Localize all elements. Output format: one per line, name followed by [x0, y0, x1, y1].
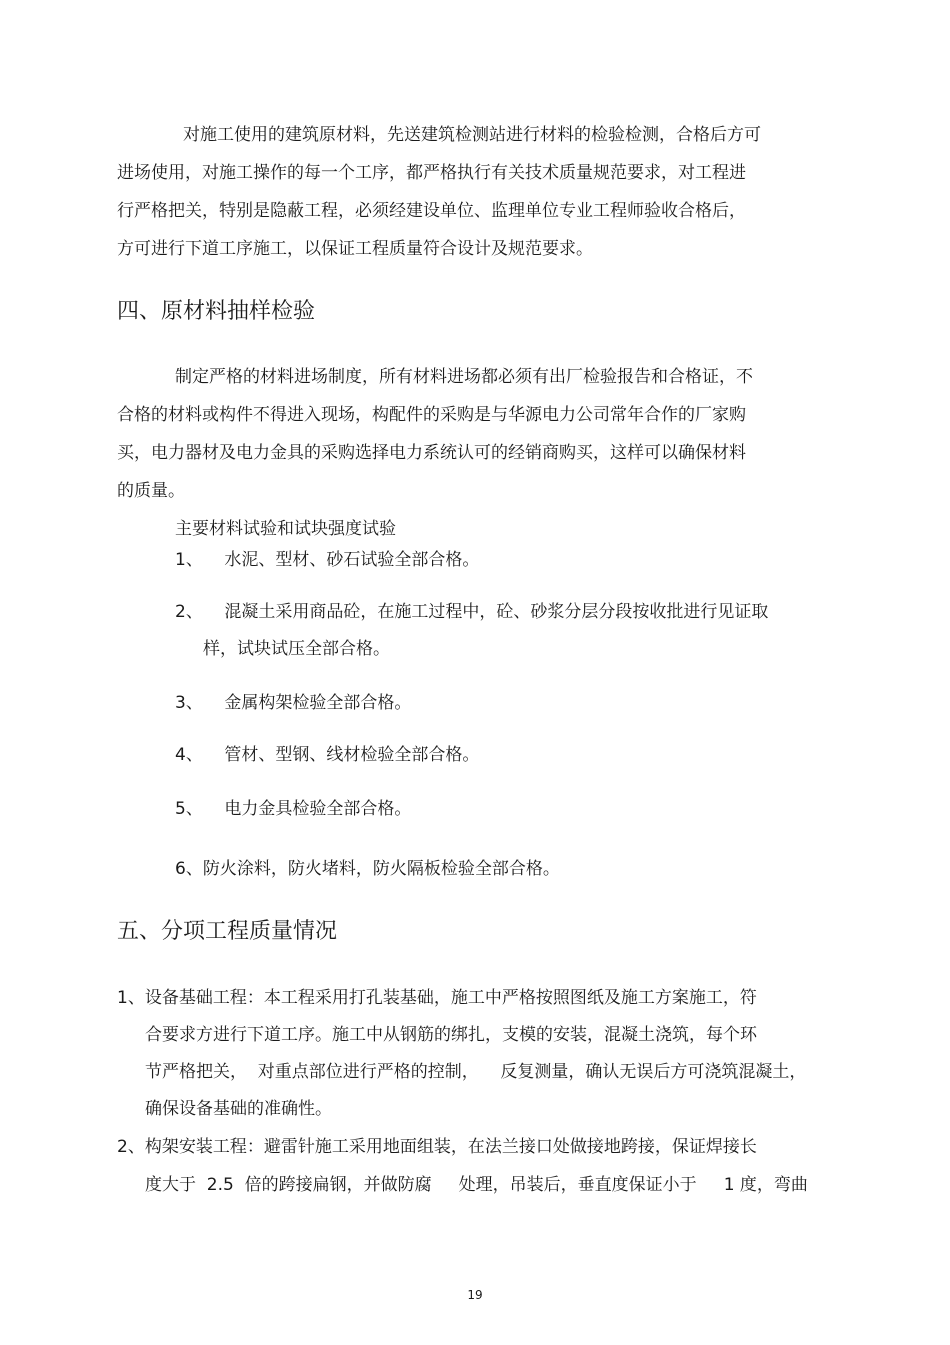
paragraph-line: 进场使用，对施工操作的每一个工序，都严格执行有关技术质量规范要求，对工程进 — [117, 163, 746, 183]
list-item: 6、防火涂料，防火堵料，防火隔板检验全部合格。 — [175, 859, 560, 879]
paragraph-line: 行严格把关，特别是隐蔽工程，必须经建设单位、监理单位专业工程师验收合格后， — [117, 201, 746, 221]
list-item: 3、 金属构架检验全部合格。 — [175, 693, 412, 713]
paragraph-line: 买，电力器材及电力金具的采购选择电力系统认可的经销商购买，这样可以确保材料 — [117, 443, 746, 463]
paragraph-line: 制定严格的材料进场制度，所有材料进场都必须有出厂检验报告和合格证，不 — [175, 367, 753, 387]
paragraph-line: 度大于 2.5 倍的跨接扁钢，并做防腐 处理，吊装后，垂直度保证小于 1 度，弯曲 — [145, 1175, 808, 1195]
paragraph-line: 方可进行下道工序施工，以保证工程质量符合设计及规范要求。 — [117, 239, 593, 259]
paragraph-line: 2、构架安装工程：避雷针施工采用地面组装，在法兰接口处做接地跨接，保证焊接长 — [117, 1137, 757, 1157]
paragraph-line: 节严格把关， 对重点部位进行严格的控制， 反复测量，确认无误后方可浇筑混凝土， — [145, 1062, 807, 1082]
page-number: 19 — [467, 1288, 483, 1302]
list-item-continuation: 样，试块试压全部合格。 — [203, 639, 390, 659]
paragraph-line: 对施工使用的建筑原材料，先送建筑检测站进行材料的检验检测，合格后方可 — [183, 125, 761, 145]
paragraph-line: 合格的材料或构件不得进入现场，构配件的采购是与华源电力公司常年合作的厂家购 — [117, 405, 746, 425]
paragraph-line: 的质量。 — [117, 481, 185, 501]
list-item: 4、 管材、型钢、线材检验全部合格。 — [175, 745, 480, 765]
paragraph-line: 确保设备基础的准确性。 — [145, 1099, 332, 1119]
paragraph-line: 合要求方进行下道工序。施工中从钢筋的绑扎，支模的安装，混凝土浇筑，每个环 — [145, 1025, 757, 1045]
subtitle: 主要材料试验和试块强度试验 — [175, 519, 396, 539]
list-item: 5、 电力金具检验全部合格。 — [175, 799, 412, 819]
list-item: 2、 混凝土采用商品砼，在施工过程中，砼、砂浆分层分段按收批进行见证取 — [175, 602, 769, 622]
section-heading: 五、分项工程质量情况 — [117, 919, 338, 944]
section-heading: 四、原材料抽样检验 — [117, 299, 316, 324]
list-item: 1、 水泥、型材、砂石试验全部合格。 — [175, 550, 480, 570]
paragraph-line: 1、设备基础工程：本工程采用打孔装基础，施工中严格按照图纸及施工方案施工，符 — [117, 988, 757, 1008]
